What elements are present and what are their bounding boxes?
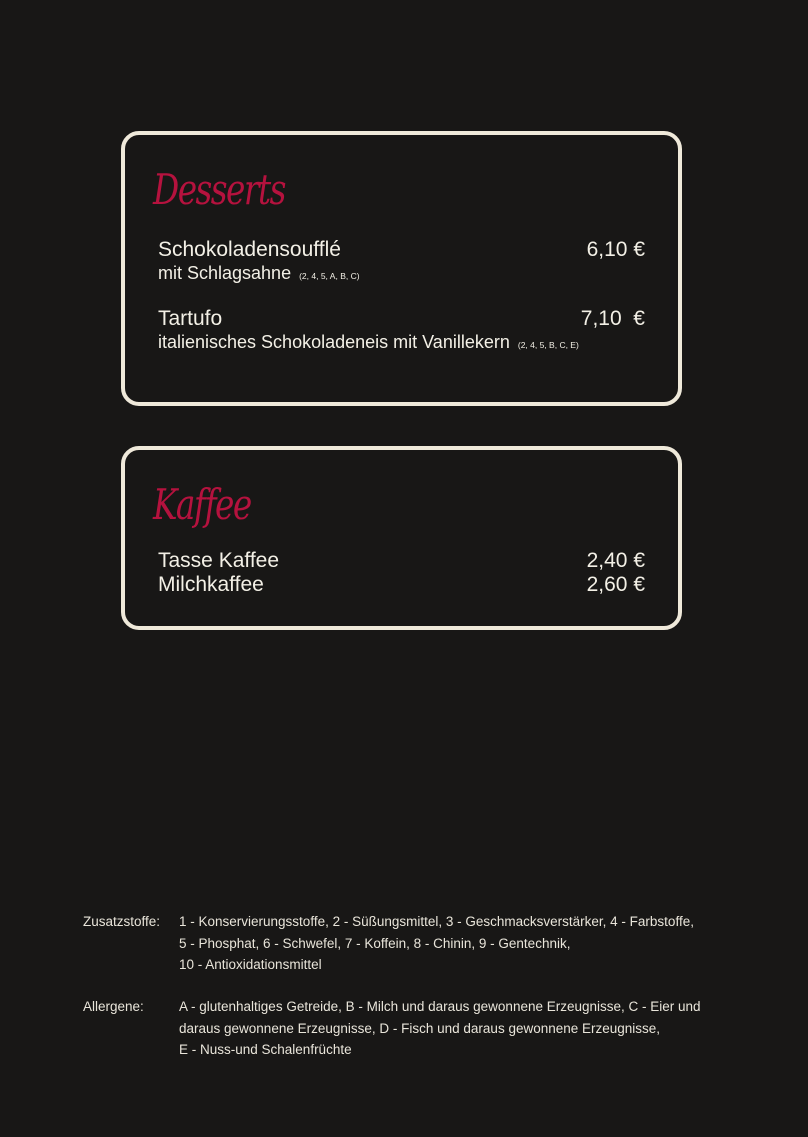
item-price: 7,10 €	[580, 307, 645, 330]
allergen-codes: (2, 4, 5, B, C, E)	[517, 340, 579, 350]
legend-line: 5 - Phosphat, 6 - Schwefel, 7 - Koffein, 8 - Chinin, 9 - Gentechnik,	[179, 935, 571, 951]
item-description: italienisches Schokoladeneis mit Vanillekern	[158, 332, 510, 352]
item-name: Milchkaffee	[158, 573, 264, 596]
kaffee-title: Kaffee	[153, 480, 251, 529]
legend-line: E - Nuss-und Schalenfrüchte	[179, 1042, 352, 1057]
item-name: Schokoladensoufflé	[158, 238, 341, 261]
menu-item	[158, 238, 645, 287]
item-name: Tartufo	[158, 307, 223, 330]
desserts-title: Desserts	[153, 165, 285, 214]
item-name: Tasse Kaffee	[158, 549, 280, 572]
menu-item	[158, 573, 645, 597]
legend-line: 10 - Antioxidationsmittel	[179, 957, 322, 972]
menu-item	[158, 307, 645, 356]
desserts-card	[121, 131, 682, 406]
menu-item	[158, 549, 645, 573]
item-price: 2,40 €	[586, 549, 645, 572]
item-description-line	[158, 262, 645, 287]
kaffee-card	[121, 446, 682, 630]
legend-line: daraus gewonnene Erzeugnisse, D - Fisch und daraus gewonnene Erzeugnisse,	[179, 1020, 661, 1036]
allergen-codes: (2, 4, 5, A, B, C)	[299, 271, 360, 281]
item-description: mit Schlagsahne	[158, 263, 292, 283]
legend-label: Allergene:	[83, 999, 144, 1014]
item-price: 2,60 €	[586, 573, 645, 596]
legend-text	[179, 911, 749, 976]
item-description-line	[158, 331, 645, 356]
item-price: 6,10 €	[586, 238, 645, 261]
legend-label: Zusatzstoffe:	[83, 914, 161, 929]
legend-line: 1 - Konservierungsstoffe, 2 - Süßungsmittel, 3 - Geschmacksverstärker, 4 - Farbstoffe,	[179, 914, 694, 929]
legend-text	[179, 996, 749, 1061]
legend-line: A - glutenhaltiges Getreide, B - Milch und daraus gewonnene Erzeugnisse, C - Eier und	[179, 999, 701, 1014]
